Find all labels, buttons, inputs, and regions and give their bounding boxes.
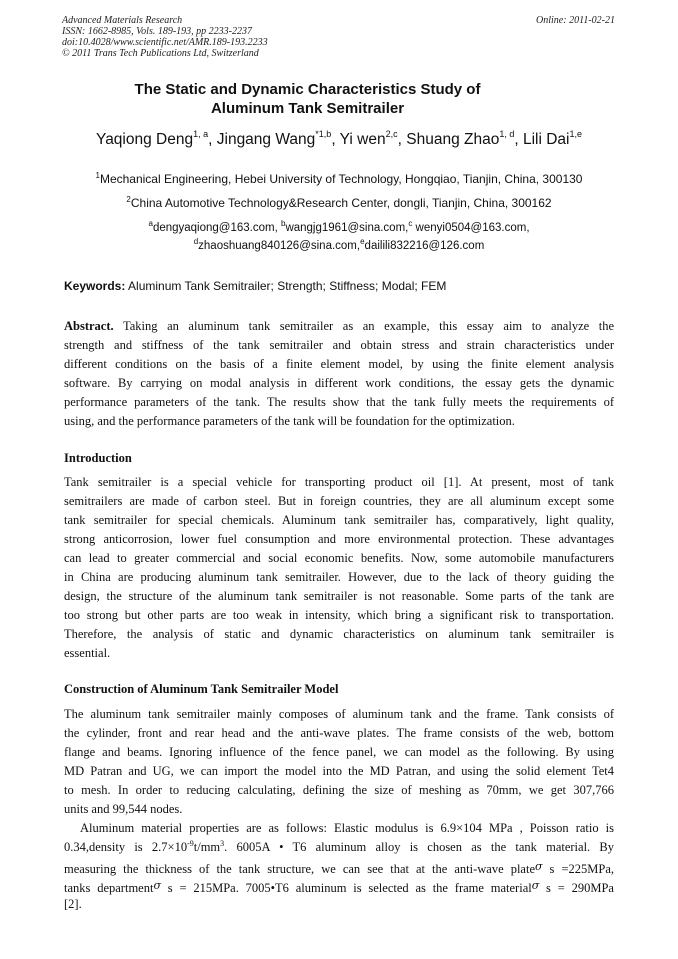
abstract-line: software. By carrying on modal analysis in different work conditions, the essay gets the dynamic — [64, 376, 614, 390]
author-name: Jingang Wang — [216, 131, 316, 148]
email-line-1 — [0, 219, 678, 234]
corresponding-mark: * — [315, 129, 319, 139]
body-line: essential. — [64, 646, 111, 660]
text-run: 0.34,density is 2.7×10 — [64, 840, 188, 854]
author-name: Shuang Zhao — [406, 131, 500, 148]
body-line — [64, 838, 614, 857]
body-line: semitrailers are made of carbon steel. But in foreign countries, they are all aluminum except some — [64, 494, 614, 508]
body-line: Therefore, the analysis of static and dynamic characteristics on aluminum tank semitrailer is — [64, 627, 614, 641]
email-line-2 — [0, 237, 678, 252]
author-affiliation-mark: 1, a — [193, 129, 209, 139]
doi-link[interactable]: doi:10.4028/www.scientific.net/AMR.189-193.2233 — [62, 37, 268, 48]
body-line: tank semitrailer for special chemicals. Aluminum tank semitrailer has, comparatively, light quality, — [64, 513, 614, 527]
affiliation-text: Mechanical Engineering, Hebei University of Technology, Hongqiao, Tianjin, China, 300130 — [99, 172, 583, 186]
journal-name: Advanced Materials Research — [62, 15, 183, 26]
superscript: 3 — [220, 839, 225, 848]
abstract-paragraph — [64, 317, 614, 431]
introduction-paragraph — [64, 473, 614, 663]
abstract-line: different conditions on the basis of a finite element model, by using the finite element analysis — [64, 357, 614, 371]
body-line: in China are producing aluminum tank semitrailer. However, due to the lack of theory guiding the — [64, 570, 614, 584]
superscript: -9 — [187, 839, 194, 848]
body-line: units and 99,544 nodes. — [64, 802, 183, 816]
email-link[interactable]: wangjg1961@sina.com, — [285, 222, 409, 234]
issn-line: ISSN: 1662-8985, Vols. 189-193, pp 2233-2237 — [62, 26, 252, 37]
section-heading-introduction: Introduction — [64, 451, 132, 465]
text-run: s =225MPa, — [542, 862, 615, 876]
body-line: too strong but other parts are too weak in intensity, which bring a significant risk to transportation. — [64, 608, 614, 622]
abstract-line: Taking an aluminum tank semitrailer as an example, this essay aim to analyze the — [113, 319, 614, 333]
body-line — [64, 876, 614, 895]
body-line: can lead to greater commercial and social economic benefits. Now, some automobile manufacturers — [64, 551, 614, 565]
body-line: the cylinder, front and rear head and the anti-wave plates. The frame consists of the web, bottom — [64, 726, 614, 740]
journal-header — [62, 15, 268, 59]
keywords — [64, 279, 446, 293]
abstract-label: Abstract. — [64, 319, 114, 333]
copyright-line: © 2011 Trans Tech Publications Ltd, Switzerland — [62, 48, 259, 59]
material-paragraph — [64, 819, 614, 914]
email-mark: c — [408, 219, 413, 228]
keywords-label: Keywords: — [64, 279, 126, 293]
paper-title — [62, 80, 553, 118]
title-line-1: The Static and Dynamic Characteristics Study of — [134, 81, 481, 98]
online-date: Online: 2011-02-21 — [536, 15, 615, 26]
author-name: Yi wen — [339, 131, 386, 148]
email-link[interactable]: dengyaqiong@163.com, — [152, 222, 281, 234]
email-link[interactable]: zhaoshuang840126@sina.com, — [198, 240, 361, 252]
email-link[interactable]: dailili832216@126.com — [364, 240, 485, 252]
author-list: Yaqiong Deng$^{1, a}$, Jingang Wang$^{*1,b}$, Yi wen$^{2,c}$, Shuang Zhao$^{1, d}$, Lili Dai$^{1,e}$ — [96, 129, 582, 148]
author-affiliation-mark: 2,c — [385, 129, 398, 139]
text-run: measuring the thickness of the tank structure, we can see that at the anti-wave plate — [64, 862, 535, 876]
body-line: design, the structure of the aluminum tank semitrailer is not reasonable. Some parts of the tank are — [64, 589, 614, 603]
sigma-symbol: σ — [153, 879, 161, 892]
keywords-text: Aluminum Tank Semitrailer; Strength; Stiffness; Modal; FEM — [125, 279, 447, 293]
body-line: MD Patran and UG, we can import the model into the MD Patran, and using the solid element Tet4 — [64, 764, 614, 778]
body-line — [64, 857, 614, 876]
body-line: to mesh. In order to reducing calculating, defining the size of meshing as 70mm, we get 307,766 — [64, 783, 614, 797]
author-affiliation-mark: 1, d — [499, 129, 515, 139]
body-line: Aluminum material properties are as follows: Elastic modulus is 6.9×104 MPa , Poisson ratio is — [80, 821, 614, 835]
email-mark: e — [360, 237, 365, 246]
body-line: [2]. — [64, 897, 82, 911]
affiliation-text: China Automotive Technology&Research Center, dongli, Tianjin, China, 300162 — [130, 196, 552, 210]
email-mark: d — [193, 237, 199, 246]
abstract-line: performance parameters of the tank. The results show that the tank fully meets the requirements of — [64, 395, 614, 409]
sigma-symbol: σ — [531, 879, 540, 892]
affiliation-mark: 2 — [126, 195, 131, 204]
affiliation-2 — [0, 196, 678, 210]
author-name: Yaqiong Deng — [96, 131, 194, 148]
section-heading-construction: Construction of Aluminum Tank Semitrailer Model — [64, 682, 339, 696]
text-run: tanks department — [64, 881, 154, 895]
body-line: flange and beams. Ignoring influence of the fence panel, we can model as the following. By using — [64, 745, 614, 759]
author-name: Lili Dai — [522, 131, 570, 148]
body-line: The aluminum tank semitrailer mainly composes of aluminum tank and the frame. Tank consists of — [64, 707, 614, 721]
body-line: Tank semitrailer is a special vehicle for transporting product oil [1]. At present, most of tank — [64, 475, 614, 489]
body-line: strong anticorrosion, lower fuel consumption and more environmental protection. These advantages — [64, 532, 614, 546]
abstract-line: using, and the performance parameters of the tank will be foundation for the optimization. — [64, 414, 515, 428]
author-affiliation-mark: 1,b — [318, 129, 332, 139]
text-run: s = 290MPa — [539, 881, 614, 895]
email-mark: b — [280, 219, 286, 228]
construction-paragraph — [64, 705, 614, 819]
affiliation-mark: 1 — [95, 171, 100, 180]
email-mark: a — [148, 219, 153, 228]
text-run: s = 215MPa. 7005•T6 aluminum is selected as the frame material — [160, 881, 532, 895]
sigma-symbol: σ — [535, 860, 543, 873]
text-run: . 6005A • T6 aluminum alloy is chosen as the tank material. By — [224, 840, 614, 854]
email-link[interactable]: wenyi0504@163.com, — [412, 222, 530, 234]
text-run: t/mm — [193, 840, 221, 854]
author-affiliation-mark: 1,e — [569, 129, 582, 139]
abstract-line: strength and stiffness of the tank semitrailer and obtain stress and strain characteristics under — [64, 338, 614, 352]
title-line-2: Aluminum Tank Semitrailer — [210, 100, 405, 117]
affiliation-1 — [0, 172, 678, 186]
